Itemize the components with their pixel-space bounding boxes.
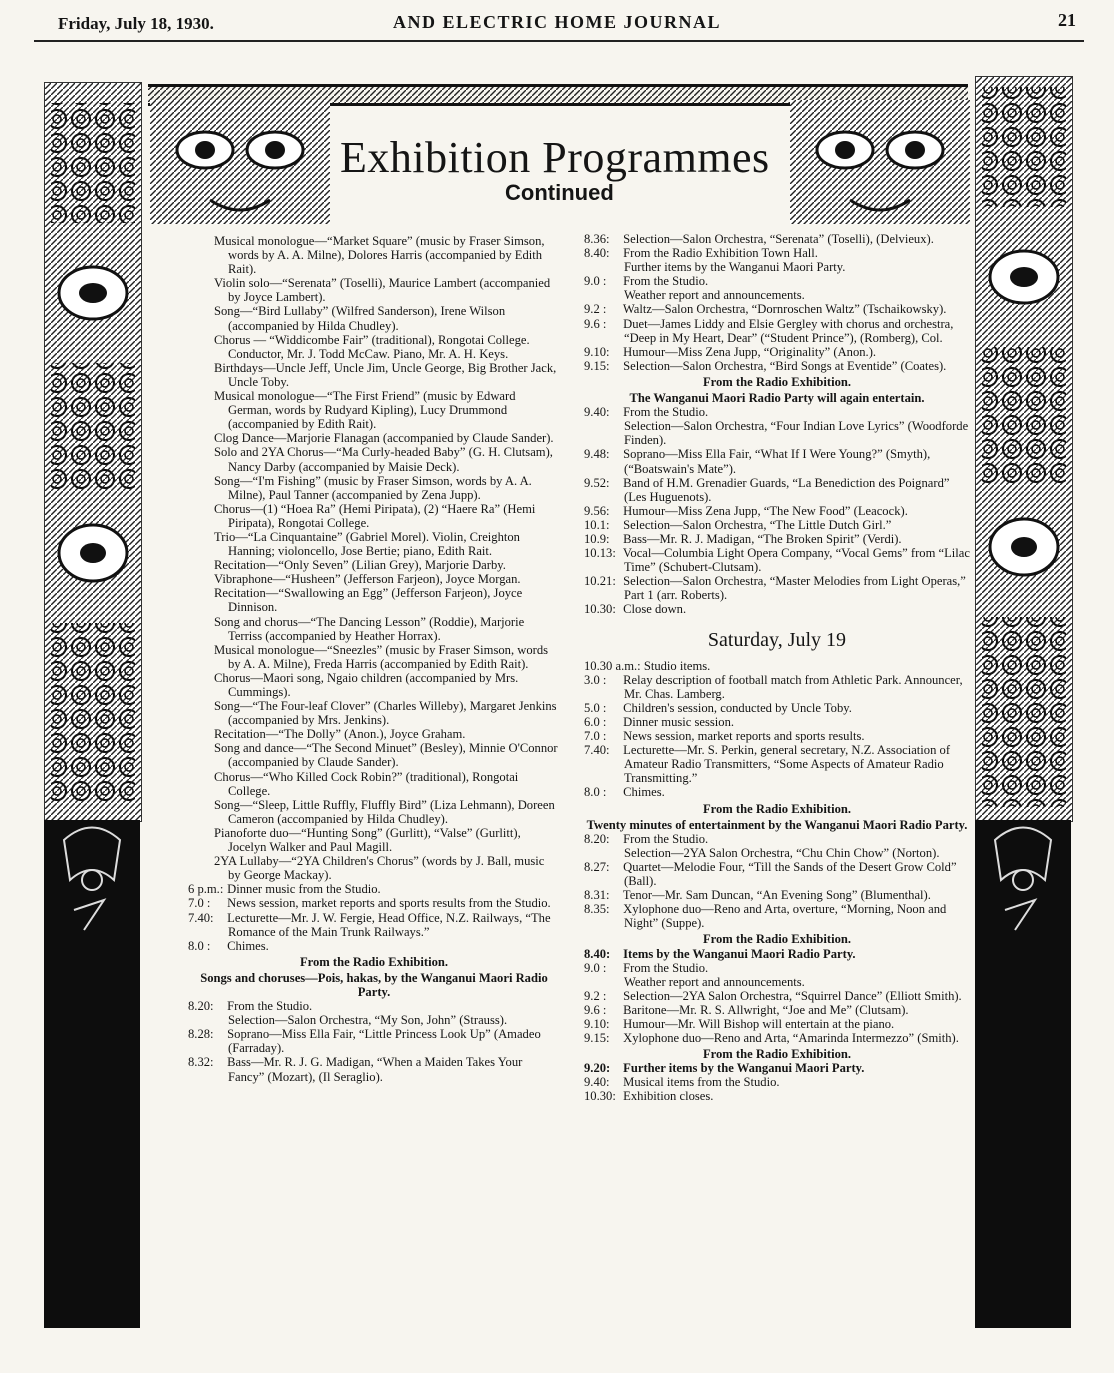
right-carving-dark (975, 820, 1071, 1328)
item-text: Exhibition closes. (623, 1089, 714, 1104)
section-heading: From the Radio Exhibition. (702, 374, 852, 389)
time-label: 8.28: (188, 1027, 214, 1042)
carving-figure-icon (975, 820, 1071, 1328)
time-label: 8.20: (584, 831, 610, 846)
timed-item (584, 743, 970, 785)
timed-item (584, 359, 970, 373)
item-text: Dinner music session. (623, 715, 735, 729)
timed-item (584, 1061, 970, 1075)
timed-item (188, 896, 560, 910)
item-text: Humour—Miss Zena Jupp, “The New Food” (Leacock). (623, 503, 908, 518)
item-text: Bass—Mr. R. J. G. Madigan, “When a Maiden Takes Your Fancy” (Mozart), (Il Seraglio). (227, 1055, 523, 1084)
program-item: Chorus—(1) “Hoea Ra” (Hemi Piripata), (2) “Haere Ra” (Hemi Piripata), Rongotai College. (214, 501, 536, 530)
time-label: 10.21: (584, 574, 616, 589)
issue-date: Friday, July 18, 1930. (58, 14, 214, 33)
timed-item (584, 1003, 970, 1017)
saturday-heading-2 (584, 932, 970, 946)
item-subtext: Selection—Salon Orchestra, “My Son, John” (Strauss). (228, 1013, 508, 1028)
item-text: Studio items. (643, 658, 711, 673)
exhibition-headings (188, 955, 560, 999)
item-text: Xylophone duo—Reno and Arta, overture, “Morning, Noon and Night” (Suppe). (623, 902, 947, 931)
time-label: 9.6 : (584, 1002, 607, 1017)
timed-item (188, 1027, 560, 1055)
evening-times-list-2 (188, 999, 560, 1084)
time-label: 10.1: (584, 517, 610, 532)
timed-item (584, 947, 970, 961)
time-label: 8.0 : (584, 785, 607, 800)
time-label: 9.0 : (584, 274, 607, 289)
item-text: Relay description of football match from Athletic Park. Announcer, Mr. Chas. Lamberg. (623, 672, 963, 701)
time-label: 9.20: (584, 1061, 611, 1076)
timed-item (584, 961, 970, 975)
timed-item (584, 715, 970, 729)
item-text: Selection—Salon Orchestra, “The Little Dutch Girl.” (623, 517, 892, 532)
left-carving-border (44, 82, 142, 822)
header-rule (34, 40, 1084, 42)
left-tiki-mask (150, 100, 330, 224)
saturday-items-a (584, 659, 970, 800)
item-text: Children's session, conducted by Uncle Toby. (623, 700, 852, 715)
saturday-items-c (584, 947, 970, 1046)
evening-times-list (188, 882, 560, 952)
item-text: Soprano—Miss Ella Fair, “Little Princess Look Up” (Amadeo (Farraday). (227, 1027, 541, 1056)
timed-item (584, 888, 970, 902)
time-label: 9.10: (584, 344, 610, 359)
timed-item (584, 902, 970, 930)
timed-item (584, 345, 970, 359)
time-label: 7.0 : (584, 729, 607, 744)
program-item: Chorus—Maori song, Ngaio children (accompanied by Mrs. Cummings). (214, 670, 519, 699)
program-item: Musical monologue—“The First Friend” (music by Edward German, words by Rudyard Kipling), Lucy Drummond (accompanied by Edith Rait). (214, 389, 516, 432)
timed-item (584, 785, 970, 799)
time-label: 9.15: (584, 1031, 610, 1046)
item-text: Soprano—Miss Ella Fair, “What If I Were Young?” (Smyth), (“Boatswain's Mate”). (623, 447, 931, 476)
timed-item (584, 989, 970, 1003)
time-label: 8.40: (584, 246, 610, 261)
item-text: Close down. (623, 602, 687, 617)
time-label: 9.0 : (584, 960, 607, 975)
left-column (188, 234, 560, 1084)
time-label: 5.0 : (584, 700, 607, 715)
time-label: 10.9: (584, 531, 610, 546)
exhibition-headings-right (584, 375, 970, 405)
friday-final-items (584, 405, 970, 616)
program-item: Vibraphone—“Husheen” (Jefferson Farjeon), Joyce Morgan. (214, 572, 521, 587)
item-text: Tenor—Mr. Sam Duncan, “An Evening Song” (Blumenthal). (622, 888, 931, 903)
timed-item (584, 1089, 970, 1103)
time-label: 9.40: (584, 405, 610, 420)
page-header (0, 0, 1114, 44)
program-item: Song—“The Four-leaf Clover” (Charles Willeby), Margaret Jenkins (accompanied by Mrs. Jenkins). (214, 699, 557, 728)
timed-item (584, 274, 970, 288)
time-label: 9.2 : (584, 302, 607, 317)
section-heading: The Wanganui Maori Radio Party will again entertain. (629, 391, 925, 406)
time-label: 8.35: (584, 902, 610, 917)
time-label: 9.48: (584, 447, 610, 462)
program-item: Chorus—“Who Killed Cock Robin?” (traditional), Rongotai College. (214, 769, 519, 798)
timed-item (584, 246, 970, 260)
item-text: Items by the Wanganui Maori Radio Party. (623, 946, 856, 961)
time-label: 6.0 : (584, 715, 607, 729)
item-text: Further items by the Wanganui Maori Party. (623, 1061, 865, 1076)
time-label: 9.6 : (584, 316, 607, 331)
timed-item (584, 302, 970, 316)
carving-pattern-icon (45, 83, 141, 821)
right-tiki-mask (790, 100, 970, 224)
item-text: Band of H.M. Grenadier Guards, “La Benediction des Poignard” (Les Huguenots). (623, 475, 950, 504)
timed-item (584, 476, 970, 504)
page-subtitle: Continued (505, 180, 614, 205)
timed-item (584, 701, 970, 715)
program-item: Musical monologue—“Sneezles” (music by Fraser Simson, words by A. A. Milne), Freda Harris (accompanied by Edith Rait). (214, 642, 549, 671)
saturday-items-d (584, 1061, 970, 1103)
time-label: 3.0 : (584, 672, 607, 687)
item-text: From the Studio. (623, 831, 709, 846)
item-text: From the Studio. (623, 960, 709, 975)
item-text: Lecturette—Mr. J. W. Fergie, Head Office, N.Z. Railways, “The Romance of the Main Trunk Railways.” (227, 910, 551, 939)
timed-item (188, 939, 560, 953)
item-text: Chimes. (623, 785, 665, 800)
item-text: Selection—Salon Orchestra, “Serenata” (Toselli), (Delvieux). (623, 232, 934, 246)
timed-item (188, 999, 560, 1013)
item-subtext: Selection—Salon Orchestra, “Four Indian Love Lyrics” (Woodforde Finden). (624, 419, 969, 448)
timed-item (584, 602, 970, 616)
time-label: 8.0 : (188, 938, 211, 953)
timed-item (584, 673, 970, 701)
time-label: 10.30: (584, 602, 616, 617)
timed-item (584, 1031, 970, 1045)
item-text: From the Radio Exhibition Town Hall. (623, 246, 818, 261)
time-label: 8.27: (584, 859, 610, 874)
time-label: 9.40: (584, 1075, 610, 1090)
item-text: Lecturette—Mr. S. Perkin, general secretary, N.Z. Association of Amateur Radio Transmitters, “Some Aspects of Amateur Radio Transmitting.” (623, 743, 951, 786)
program-item: Musical monologue—“Market Square” (music by Fraser Simson, words by A. A. Milne), Dolores Harris (accompanied by Edith Rait). (214, 234, 545, 277)
children-items-list (188, 234, 560, 882)
timed-item (188, 1055, 560, 1083)
time-label: 9.15: (584, 358, 610, 373)
program-item: Song—“Sleep, Little Ruffly, Fluffly Bird” (Liza Lehmann), Doreen Cameron (accompanied by Hilda Chudley). (214, 797, 555, 826)
timed-item (584, 832, 970, 846)
time-label: 9.56: (584, 503, 610, 518)
program-item: 2YA Lullaby—“2YA Children's Chorus” (words by J. Ball, music by George Mackay). (214, 854, 545, 883)
time-label: 9.52: (584, 475, 610, 490)
program-item: Chorus — “Widdicombe Fair” (traditional), Rongotai College. Conductor, Mr. J. Todd McCaw. Piano, Mr. A. H. Keys. (214, 332, 530, 361)
item-text: From the Studio. (623, 405, 709, 420)
time-label: 8.40: (584, 946, 611, 961)
time-label: 7.40: (584, 743, 610, 758)
timed-item (584, 574, 970, 602)
timed-item (584, 317, 970, 345)
section-heading: From the Radio Exhibition. (702, 932, 852, 947)
timed-item (584, 518, 970, 532)
item-text: From the Studio. (227, 999, 313, 1014)
program-item: Song—“Bird Lullaby” (Wilfred Sanderson), Irene Wilson (accompanied by Hilda Chudley). (214, 304, 506, 333)
program-item: Song and dance—“The Second Minuet” (Besley), Minnie O'Connor (accompanied by Claude Sander). (214, 741, 558, 770)
timed-item (584, 860, 970, 888)
item-text: Selection—2YA Salon Orchestra, “Squirrel Dance” (Elliott Smith). (623, 988, 962, 1003)
program-item: Recitation—“Swallowing an Egg” (Jefferson Farjeon), Joyce Dinnison. (214, 586, 523, 615)
program-item: Recitation—“Only Seven” (Lilian Grey), Marjorie Darby. (214, 558, 506, 573)
program-item: Pianoforte duo—“Hunting Song” (Gurlitt), “Valse” (Gurlitt), Jocelyn Walker and Paul Magill. (214, 825, 521, 855)
item-text: Duet—James Liddy and Elsie Gergley with chorus and orchestra, “Deep in My Heart, Dear” (“Student Prince”), (Romberg), Col. (623, 316, 954, 345)
time-label: 8.20: (188, 999, 214, 1014)
timed-item (584, 1075, 970, 1089)
item-text: Vocal—Columbia Light Opera Company, “Vocal Gems” from “Lilac Time” (Schubert-Clutsam). (622, 546, 970, 575)
timed-item (584, 232, 970, 246)
timed-item (188, 911, 560, 939)
carving-pattern-icon (976, 77, 1072, 821)
item-subtext: Further items by the Wanganui Maori Party. (624, 260, 846, 275)
time-label: 10.30: (584, 1089, 616, 1104)
section-heading: Twenty minutes of entertainment by the Wanganui Maori Radio Party. (586, 817, 968, 832)
item-text: Musical items from the Studio. (623, 1075, 780, 1090)
timed-item (584, 532, 970, 546)
program-item: Violin solo—“Serenata” (Toselli), Maurice Lambert (accompanied by Joyce Lambert). (214, 276, 551, 305)
saturday-headings-1 (584, 802, 970, 832)
carving-figure-icon (44, 820, 140, 1328)
item-text: Dinner music from the Studio. (227, 882, 381, 897)
item-text: Humour—Miss Zena Jupp, “Originality” (Anon.). (623, 344, 877, 359)
program-item: Recitation—“The Dolly” (Anon.), Joyce Graham. (214, 727, 466, 742)
item-text: News session, market reports and sports results. (623, 729, 865, 744)
timed-item (584, 659, 970, 673)
page-number: 21 (1058, 10, 1076, 30)
timed-item (584, 504, 970, 518)
page-title: Exhibition Programmes (340, 133, 770, 182)
section-heading: From the Radio Exhibition. (702, 801, 852, 816)
saturday-heading: Saturday, July 19 (707, 628, 847, 651)
item-text: Chimes. (227, 938, 269, 953)
section-heading: From the Radio Exhibition. (299, 954, 449, 969)
program-item: Song—“I'm Fishing” (music by Fraser Simson, words by A. A. Milne), Paul Tanner (accompanied by Zena Jupp). (214, 473, 532, 502)
timed-item (188, 882, 560, 896)
saturday-heading-3 (584, 1047, 970, 1061)
item-text: Xylophone duo—Reno and Arta, “Amarinda Intermezzo” (Smith). (623, 1031, 959, 1046)
time-label: 6 p.m.: (188, 882, 224, 897)
time-label: 10.13: (584, 546, 616, 561)
section-heading: From the Radio Exhibition. (702, 1047, 852, 1062)
left-carving-dark (44, 820, 140, 1328)
saturday-items-b (584, 832, 970, 931)
item-subtext: Selection—2YA Salon Orchestra, “Chu Chin Chow” (Norton). (624, 845, 940, 860)
time-label: 8.36: (584, 232, 610, 246)
timed-item (584, 405, 970, 419)
time-label: 7.40: (188, 910, 214, 925)
section-heading: Songs and choruses—Pois, hakas, by the Wanganui Maori Radio Party. (200, 970, 548, 999)
right-column (584, 232, 970, 1104)
item-text: Humour—Mr. Will Bishop will entertain at the piano. (623, 1016, 895, 1031)
program-item: Birthdays—Uncle Jeff, Uncle Jim, Uncle George, Big Brother Jack, Uncle Toby. (214, 360, 557, 389)
timed-item (584, 447, 970, 475)
item-text: Bass—Mr. R. J. Madigan, “The Broken Spirit” (Verdi). (623, 531, 902, 546)
item-subtext: Weather report and announcements. (624, 974, 805, 989)
time-label: 9.10: (584, 1016, 610, 1031)
program-item: Clog Dance—Marjorie Flanagan (accompanied by Claude Sander). (214, 431, 554, 446)
timed-item (584, 1017, 970, 1031)
program-item: Trio—“La Cinquantaine” (Gabriel Morel). Violin, Creighton Hanning; violoncello, Jose Bertie; piano, Edith Rait. (214, 529, 520, 559)
item-text: Selection—Salon Orchestra, “Bird Songs at Eventide” (Coates). (623, 358, 947, 373)
item-text: Quartet—Melodie Four, “Till the Sands of the Desert Grow Cold” (Ball). (623, 859, 957, 889)
program-item: Song and chorus—“The Dancing Lesson” (Roddie), Marjorie Terriss (accompanied by Heather Horrax). (214, 614, 525, 643)
timed-item (584, 729, 970, 743)
time-label: 9.2 : (584, 988, 607, 1003)
item-text: News session, market reports and sports results from the Studio. (227, 896, 551, 911)
friday-late-items (584, 232, 970, 373)
item-text: Selection—Salon Orchestra, “Master Melodies from Light Operas,” Part 1 (arr. Roberts). (623, 574, 966, 603)
timed-item (584, 546, 970, 574)
right-carving-border (975, 76, 1073, 822)
item-text: Waltz—Salon Orchestra, “Dornroschen Waltz” (Tschaikowsky). (622, 302, 947, 317)
time-label: 10.30 a.m.: (584, 658, 641, 673)
tiki-mask-icon (150, 100, 330, 224)
journal-title: AND ELECTRIC HOME JOURNAL (392, 12, 722, 32)
time-label: 8.32: (188, 1055, 214, 1070)
time-label: 7.0 : (188, 896, 211, 911)
item-subtext: Weather report and announcements. (624, 288, 805, 303)
time-label: 8.31: (584, 888, 610, 903)
program-item: Solo and 2YA Chorus—“Ma Curly-headed Baby” (G. H. Clutsam), Nancy Darby (accompanied by Maisie Deck). (214, 445, 553, 474)
tiki-mask-icon (790, 100, 970, 224)
item-text: Baritone—Mr. R. S. Allwright, “Joe and Me” (Clutsam). (623, 1002, 909, 1017)
item-text: From the Studio. (623, 274, 709, 289)
